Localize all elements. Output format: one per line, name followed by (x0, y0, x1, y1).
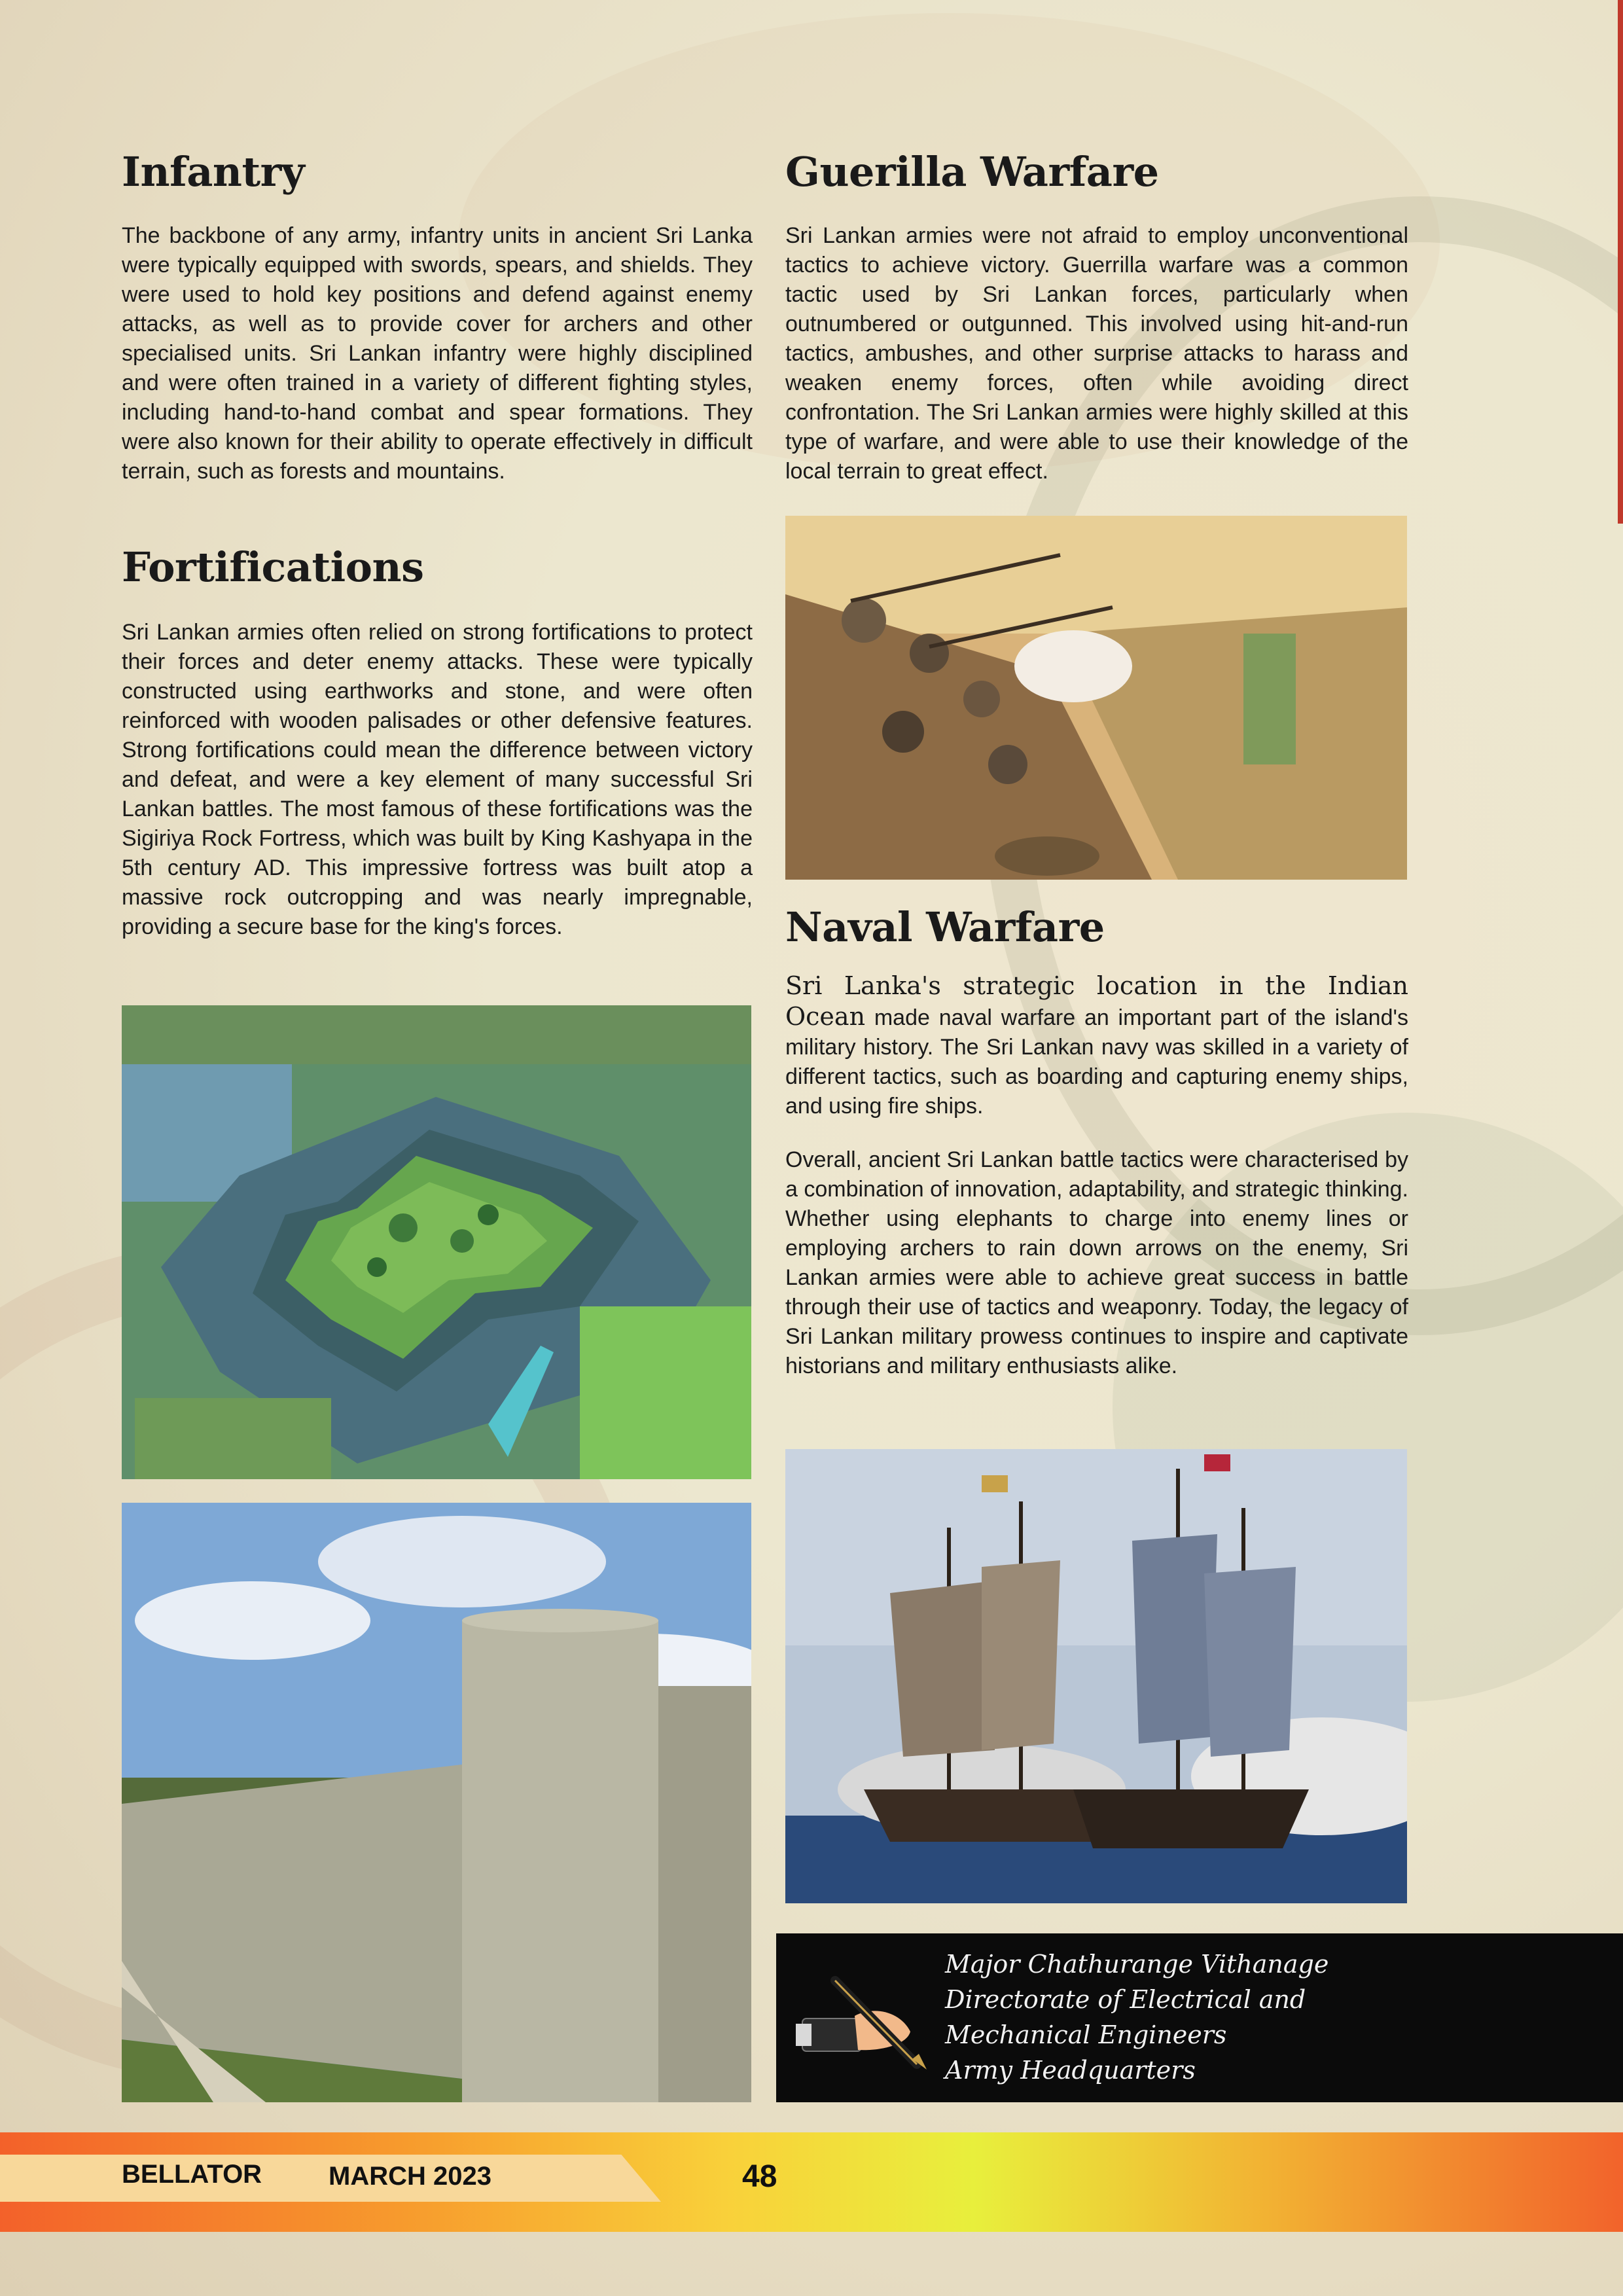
pen-hand-icon (796, 1973, 933, 2071)
footer-page-number: 48 (742, 2159, 777, 2194)
author-hq: Army Headquarters (945, 2056, 1196, 2085)
author-credit (945, 1946, 1329, 2088)
infantry-heading: Infantry (122, 148, 305, 196)
guerilla-heading: Guerilla Warfare (785, 148, 1159, 196)
star-fort-aerial-photo (122, 1005, 751, 1479)
guerrilla-battle-painting (785, 516, 1407, 880)
author-name: Major Chathurange Vithanage (945, 1950, 1329, 1979)
conclusion-paragraph: Overall, ancient Sri Lankan battle tactics were characterised by a combination of innovation, adaptability, and strategic thinking. Whether using elephants to charge into enemy lines or employing archers to rain down arrows on the enemy, Sri Lankan armies were able to achieve great success in battle through their use of tactics and weaponry. Today, the legacy of Sri Lankan military prowess continues to inspire and captivate historians and military enthusiasts alike. (785, 1147, 1408, 1378)
stone-fort-wall-photo (122, 1503, 751, 2102)
author-directorate-cont: Mechanical Engineers (945, 2020, 1227, 2049)
naval-body-text: made naval warfare an important part of the island's military history. The Sri Lankan navy was skilled in a variety of different tactics, such as boarding and capturing enemy ships, and using fire ships. (785, 1005, 1408, 1119)
page-edge-stripe (1618, 0, 1623, 524)
footer-issue-date: MARCH 2023 (329, 2162, 491, 2191)
author-directorate: Directorate of Electrical and (945, 1985, 1306, 2014)
author-box (776, 1933, 1623, 2102)
footer-magazine-name: BELLATOR (122, 2160, 262, 2189)
fortifications-paragraph: Sri Lankan armies often relied on strong fortifications to protect their forces and deter enemy attacks. These were typically constructed using earthworks and stone, and were often reinforced with wooden palisades or other defensive features. Strong fortifications could mean the difference between victory and defeat, and were a key element of many successful Sri Lankan battles. The most famous of these fortifications was the Sigiriya Rock Fortress, which was built by King Kashyapa in the 5th century AD. This impressive fortress was built atop a massive rock outcropping and was nearly impregnable, providing a secure base for the king's forces. (122, 620, 753, 939)
infantry-paragraph: The backbone of any army, infantry units in ancient Sri Lanka were typically equipped with swords, spears, and shields. They were used to hold key positions and defend against enemy attacks, as well as to provide cover for archers and other specialised units. Sri Lankan infantry were highly disciplined and were often trained in a variety of different fighting styles, including hand-to-hand combat and spear formations. They were also known for their ability to operate effectively in difficult terrain, such as forests and mountains. (122, 223, 753, 484)
naval-heading: Naval Warfare (785, 903, 1105, 951)
naval-paragraph (785, 971, 1408, 1121)
naval-lead-text: Sri Lanka's strategic location in the Indian Ocean (785, 971, 1408, 1031)
naval-battle-painting (785, 1449, 1407, 1903)
fortifications-heading: Fortifications (122, 543, 424, 591)
guerilla-paragraph: Sri Lankan armies were not afraid to employ unconventional tactics to achieve victory. Guerrilla warfare was a common tactic used by Sri Lankan forces, particularly when outnumbered or outgunned. This involved using hit-and-run tactics, ambushes, and other surprise attacks to harass and weaken enemy forces, often while avoiding direct confrontation. The Sri Lankan armies were highly skilled at this type of warfare, and were able to use their knowledge of the local terrain to great effect. (785, 223, 1408, 484)
